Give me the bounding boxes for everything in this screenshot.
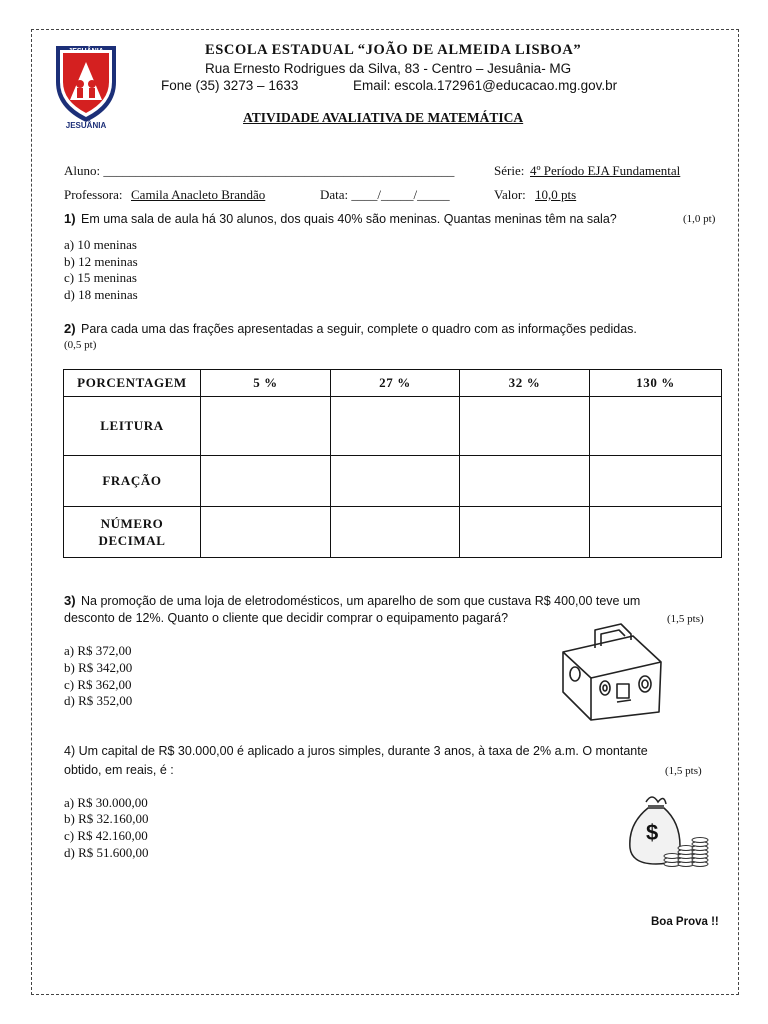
logo-bottom-text: JESUÂNIA (65, 121, 107, 130)
school-address: Rua Ernesto Rodrigues da Silva, 83 - Centro – Jesuânia- MG (205, 61, 572, 76)
money-bag-illustration (622, 790, 712, 870)
table-header-row (64, 370, 722, 397)
boa-prova-text: Boa Prova !! (651, 916, 719, 928)
percentage-table (63, 369, 722, 558)
q3-number: 3) (64, 593, 76, 608)
q4-points: (1,5 pts) (665, 765, 702, 777)
table-row (64, 397, 722, 456)
answer-cell[interactable] (590, 397, 722, 456)
table-header-cell: 27 % (331, 370, 460, 397)
table-row (64, 456, 722, 507)
q4-option: b) R$ 32.160,00 (64, 811, 149, 826)
answer-cell[interactable] (590, 507, 722, 558)
q4-text-line2: obtido, em reais, é : (64, 763, 174, 777)
logo-top-text: JESUÂNIA (68, 48, 104, 55)
answer-cell[interactable] (460, 507, 590, 558)
answer-cell[interactable] (201, 507, 331, 558)
table-header-cell: 130 % (590, 370, 722, 397)
answer-cell[interactable] (460, 456, 590, 507)
q1-option: d) 18 meninas (64, 287, 138, 302)
school-email: Email: escola.172961@educacao.mg.gov.br (353, 78, 618, 93)
answer-cell[interactable] (201, 456, 331, 507)
student-name-field: Aluno: ______________________________________________________ (64, 163, 455, 178)
answer-cell[interactable] (331, 456, 460, 507)
school-name: ESCOLA ESTADUAL “JOÃO DE ALMEIDA LISBOA” (205, 42, 582, 58)
row-label-leitura: LEITURA (64, 397, 201, 456)
date-field: Data: ____/_____/_____ (320, 187, 450, 202)
answer-cell[interactable] (201, 397, 331, 456)
dollar-sign-icon: $ (646, 820, 659, 845)
activity-title: ATIVIDADE AVALIATIVA DE MATEMÁTICA (243, 110, 524, 125)
professora-value: Camila Anacleto Brandão (131, 187, 266, 202)
row-label-decimal: DECIMAL (98, 533, 166, 548)
q3-points: (1,5 pts) (667, 613, 704, 625)
q3-option: c) R$ 362,00 (64, 677, 132, 692)
q1-option: b) 12 meninas (64, 254, 138, 269)
q4-option: d) R$ 51.600,00 (64, 845, 149, 860)
q1-option: a) 10 meninas (64, 237, 137, 252)
q1-text: Em uma sala de aula há 30 alunos, dos quais 40% são meninas. Quantas meninas têm na sala? (81, 212, 617, 226)
q3-option: d) R$ 352,00 (64, 693, 133, 708)
q4-option: a) R$ 30.000,00 (64, 795, 148, 810)
q4-option: c) R$ 42.160,00 (64, 828, 148, 843)
row-label-numero: NÚMERO (100, 516, 164, 531)
serie-label: Série: (494, 163, 525, 178)
q1-points: (1,0 pt) (683, 213, 716, 225)
q3-option: b) R$ 342,00 (64, 660, 133, 675)
table-row (64, 507, 722, 558)
boombox-illustration (555, 622, 667, 722)
q4-text-line1: 4) Um capital de R$ 30.000,00 é aplicado a juros simples, durante 3 anos, à taxa de 2% a.m. O montante (64, 744, 648, 758)
table-header-cell: 32 % (460, 370, 590, 397)
q3-text-line1: Na promoção de uma loja de eletrodomésticos, um aparelho de som que custava R$ 400,00 teve um (81, 594, 641, 608)
answer-cell[interactable] (590, 456, 722, 507)
answer-cell[interactable] (331, 507, 460, 558)
serie-value: 4º Período EJA Fundamental (530, 163, 681, 178)
table-header-cell: PORCENTAGEM (64, 370, 201, 397)
table-header-cell: 5 % (201, 370, 331, 397)
q2-points: (0,5 pt) (64, 339, 97, 351)
row-label-numero-decimal (64, 507, 201, 558)
q3-option: a) R$ 372,00 (64, 643, 132, 658)
q1-option: c) 15 meninas (64, 270, 137, 285)
q2-number: 2) (64, 321, 76, 336)
professora-label: Professora: (64, 187, 123, 202)
answer-cell[interactable] (331, 397, 460, 456)
school-phone: Fone (35) 3273 – 1633 (161, 78, 299, 93)
valor-value: 10,0 pts (535, 187, 577, 202)
q3-text-line2: desconto de 12%. Quanto o cliente que decidir comprar o equipamento pagará? (64, 611, 509, 625)
answer-cell[interactable] (460, 397, 590, 456)
q1-number: 1) (64, 211, 76, 226)
row-label-fracao: FRAÇÃO (64, 456, 201, 507)
school-logo (50, 42, 122, 132)
q2-text: Para cada uma das frações apresentadas a seguir, complete o quadro com as informações pedidas. (81, 322, 637, 336)
valor-label: Valor: (494, 187, 526, 202)
